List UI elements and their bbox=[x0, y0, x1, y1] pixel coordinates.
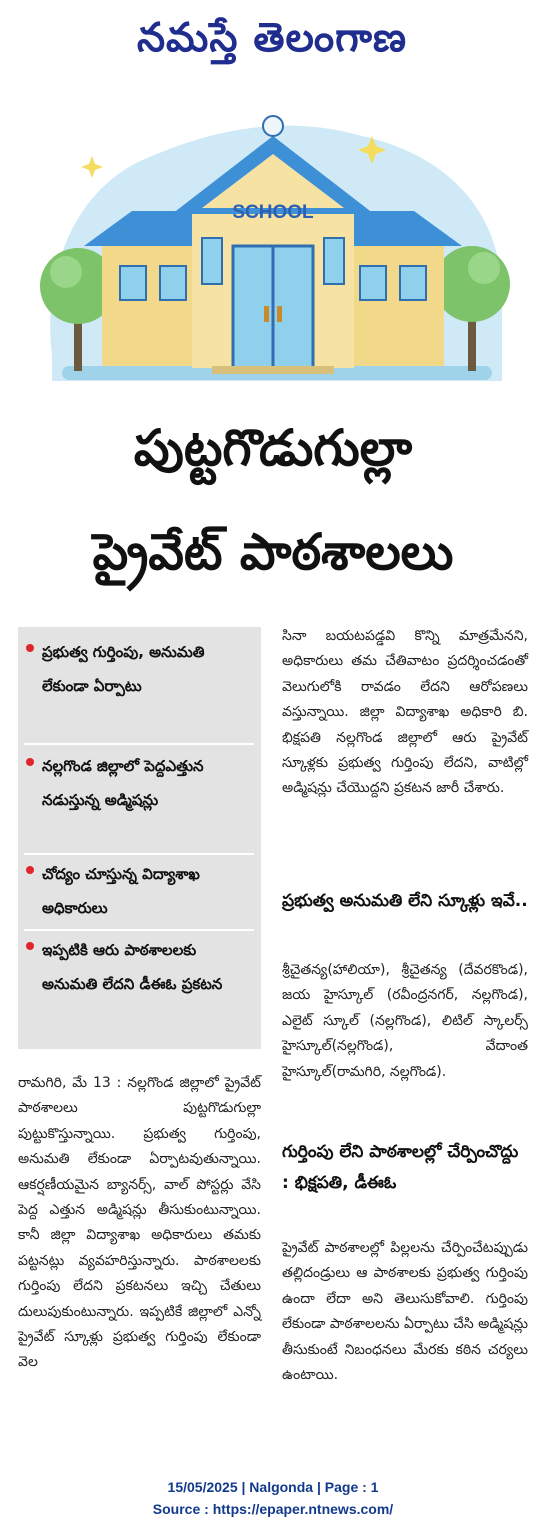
article-body-left: రామగిరి, మే 13 : నల్లగొండ జిల్లాలో ప్రైవేట్ పాఠశాలలు పుట్టగొడుగుల్లా పుట్టుకొస్తున్నాయి. ప్రభుత్వ గుర్తింపు, అనుమతి లేకుండా ఏర్పాటవుతున్నాయి. ఆకర్షణీయమైన బ్యానర్స్, వాల్ పోస్టర్లు వేసి పెద్ద ఎత్తున అడ్మిషన్లు తీసుకుంటున్నాయి. కానీ జిల్లా విద్యాశాఖ అధికారులు తమకు పట్టనట్లు వ్యవహరిస్తున్నారు. పాఠశాలలకు గుర్తింపు లేదని ప్రకటనలు ఇచ్చి చేతులు దులుపుకుంటున్నారు. ఇప్పటికే జిల్లాలో ఎన్నో ప్రైవేట్ స్కూళ్లు ప్రభుత్వ గుర్తింపు లేకుండా వెల bbox=[18, 1075, 261, 1371]
divider bbox=[24, 743, 254, 745]
school-list: శ్రీచైతన్య(హాలియా), శ్రీచైతన్య (దేవరకొండ), జయ హైస్కూల్ (రవీంద్రనగర్, నల్లగొండ), ఎలైట్ స్కూల్ (నల్లగొండ), లిటిల్ స్కాలర్స్ హైస్కూల్(నల్లగొండ), వేదాంత హైస్కూల్(రామగిరి, నల్లగొండ). bbox=[282, 962, 528, 1080]
headline-line-1: పుట్టగొడుగుల్లా bbox=[133, 419, 413, 477]
bullet-icon bbox=[26, 758, 34, 766]
newspaper-logo: నమస్తే తెలంగాణ bbox=[136, 14, 408, 61]
subheading-unapproved-schools: ప్రభుత్వ అనుమతి లేని స్కూళ్లు ఇవే.. bbox=[282, 891, 528, 911]
headline-line-2: ప్రైవేట్ పాఠశాలలు bbox=[92, 523, 454, 581]
door-handle bbox=[277, 306, 282, 322]
article-body-right-top: సినా బయటపడ్డవి కొన్ని మాత్రమేనని, అధికారులు తమ చేతివాటం ప్రదర్శించడంతో వెలుగులోకి రావడం లేదని ఆరోపణలు వస్తున్నాయి. జిల్లా విద్యాశాఖ అధికారి బి. భిక్షపతి నల్లగొండ జిల్లాలో ఆరు ప్రైవేట్ స్కూళ్లకు ప్రభుత్వ గుర్తింపు లేదని, వాటిల్లో అడ్మిషన్లు చేయొద్దని ప్రకటన జారీ చేశారు. bbox=[282, 628, 528, 797]
right-wing bbox=[344, 246, 444, 366]
divider bbox=[24, 929, 254, 931]
school-sign: SCHOOL bbox=[232, 202, 314, 223]
edition-info: 15/05/2025 | Nalgonda | Page : 1 bbox=[167, 1479, 379, 1495]
bullet-icon bbox=[26, 644, 34, 652]
main-window-left bbox=[202, 238, 222, 284]
highlights-box bbox=[18, 627, 261, 1049]
door-handle bbox=[264, 306, 269, 322]
highlight-text: ప్రభుత్వ గుర్తింపు, అనుమతి లేకుండా ఏర్పాటు bbox=[42, 643, 205, 695]
masthead bbox=[0, 0, 546, 80]
window bbox=[360, 266, 386, 300]
main-window-right bbox=[324, 238, 344, 284]
highlight-text: చోద్యం చూస్తున్న విద్యాశాఖ అధికారులు bbox=[42, 865, 200, 917]
window bbox=[400, 266, 426, 300]
left-wing bbox=[102, 246, 202, 366]
highlight-text: నల్లగొండ జిల్లాలో పెద్దఎత్తున నడుస్తున్న అడ్మిషన్లు bbox=[42, 757, 204, 809]
article-body-right-bottom: ప్రైవేట్ పాఠశాలల్లో పిల్లలను చేర్పించేటప్పుడు తల్లిదండ్రులు ఆ పాఠశాలకు ప్రభుత్వ గుర్తింపు ఉందా లేదా అని తెలుసుకోవాలి. గుర్తింపు లేకుండా పాఠశాలలను ఏర్పాటు చేసి అడ్మిషన్లు తీసుకుంటే నిబంధనలు మేరకు కఠిన చర్యలు ఉంటాయి. bbox=[282, 1240, 528, 1384]
divider bbox=[24, 853, 254, 855]
window bbox=[160, 266, 186, 300]
school-illustration bbox=[32, 96, 514, 392]
roof-bell-icon bbox=[263, 116, 283, 136]
highlight-text: ఇప్పటికి ఆరు పాఠశాలలకు అనుమతి లేదని డీఈఓ ప్రకటన bbox=[42, 941, 223, 993]
bullet-icon bbox=[26, 942, 34, 950]
sparkle-icon bbox=[81, 156, 103, 178]
steps bbox=[212, 366, 334, 374]
source-link[interactable]: Source : https://epaper.ntnews.com/ bbox=[152, 1501, 394, 1517]
window bbox=[120, 266, 146, 300]
bullet-icon bbox=[26, 866, 34, 874]
subheading-deo-quote: గుర్తింపు లేని పాఠశాలల్లో చేర్పించొద్దు : భిక్షపతి, డీఈఓ bbox=[282, 1142, 519, 1193]
